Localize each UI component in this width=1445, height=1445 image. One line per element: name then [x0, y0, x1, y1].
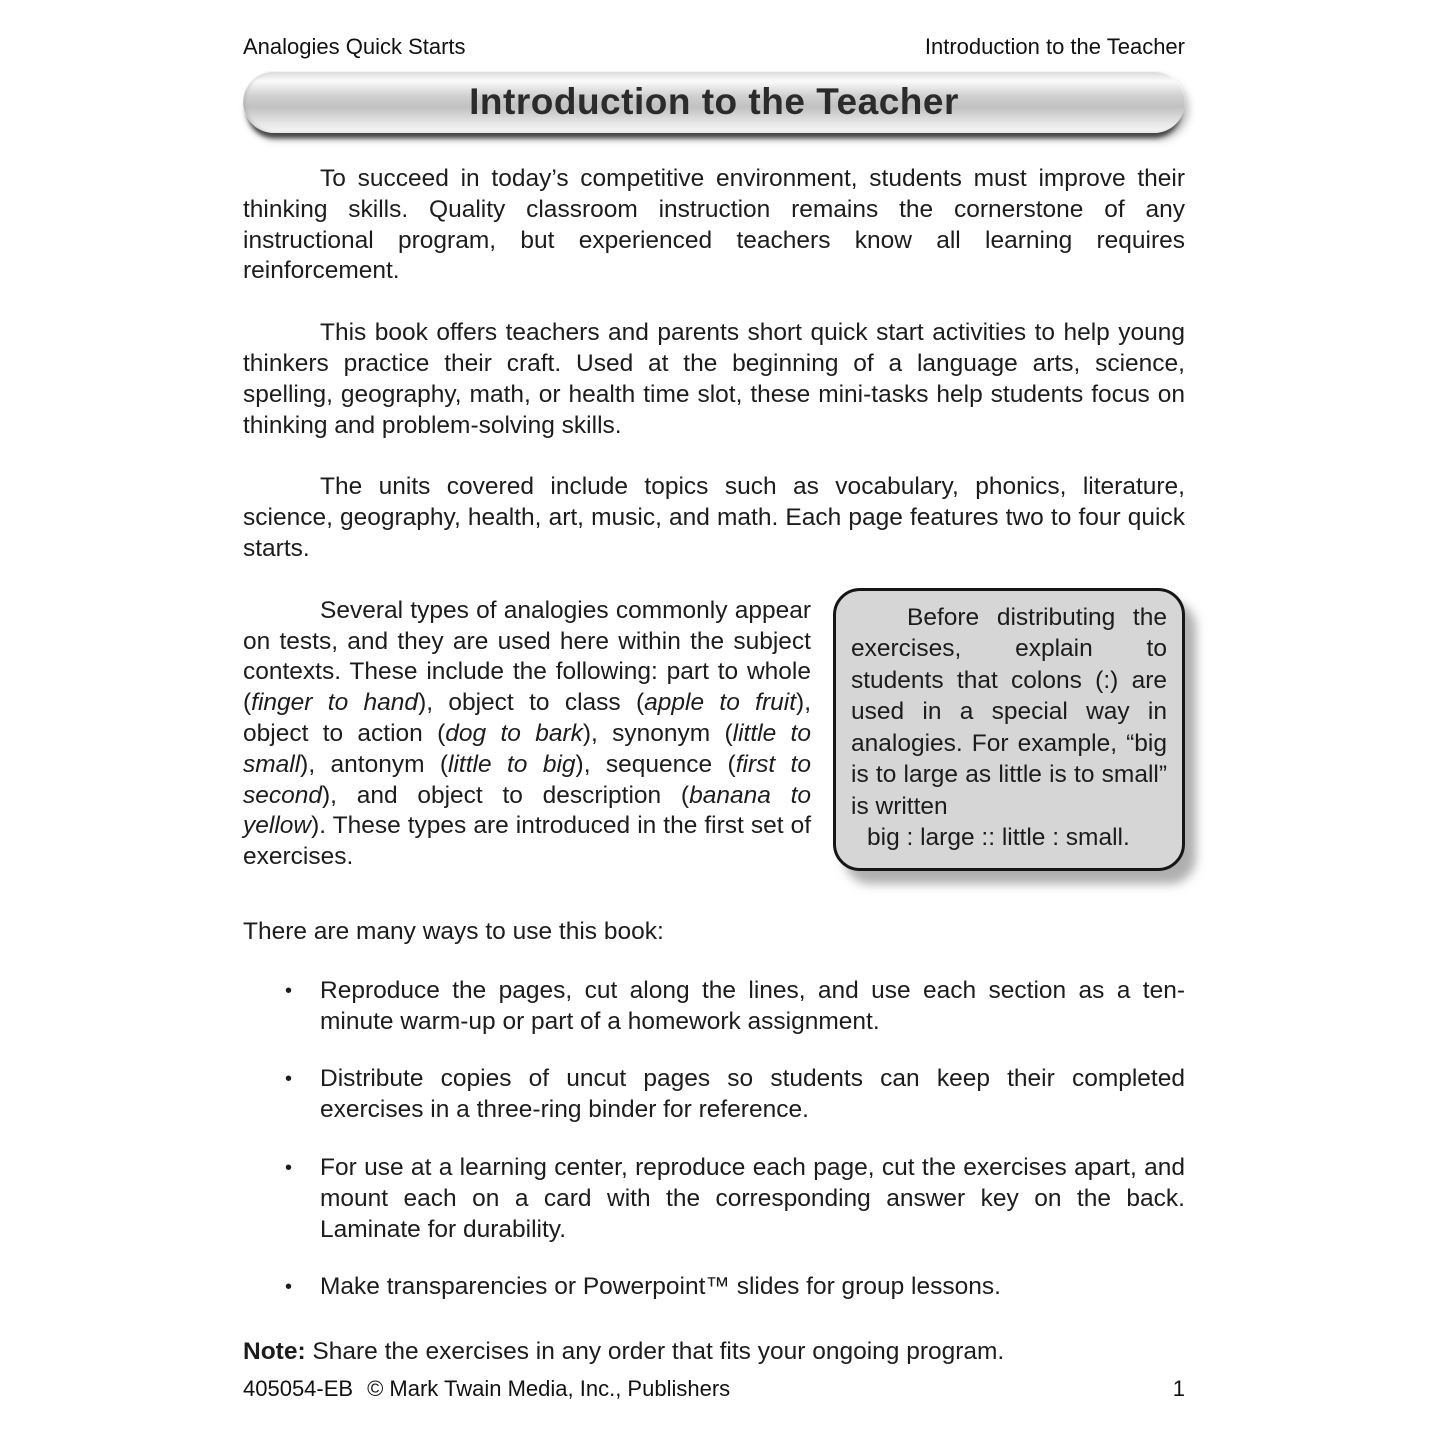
- footer-left: [243, 1376, 730, 1402]
- running-head-left: Analogies Quick Starts: [243, 34, 466, 59]
- list-item: [243, 1064, 1185, 1126]
- bullet-text: Make transparencies or Powerpoint™ slides for group lessons.: [320, 1273, 1001, 1301]
- bullet-icon: •: [285, 1276, 293, 1299]
- page-content: [243, 0, 1185, 1368]
- callout-body: Before distributing the exercises, explain to students that colons (:) are used in a special way in analogies. For example, “big is to large as little is to small” is written: [851, 603, 1167, 820]
- bullet-icon: •: [285, 979, 293, 1002]
- list-item: [243, 1153, 1185, 1245]
- note-text: Share the exercises in any order that fits your ongoing program.: [305, 1338, 1005, 1366]
- bullet-text: Reproduce the pages, cut along the lines, and use each section as a ten-minute warm-up or part of a homework assignment.: [320, 976, 1185, 1035]
- note-line: [243, 1337, 1185, 1368]
- usage-bullet-list: [243, 976, 1185, 1303]
- bullet-icon: •: [285, 1156, 293, 1179]
- running-head-right: Introduction to the Teacher: [924, 34, 1185, 59]
- paragraph-3: The units covered include topics such as vocabulary, phonics, literature, science, geography, health, art, music, and math. Each page features two to four quick starts.: [243, 473, 1185, 562]
- footer-page-number: 1: [1172, 1376, 1185, 1401]
- page-footer: [243, 1376, 1185, 1402]
- list-item: [243, 1272, 1185, 1303]
- note-label: Note:: [243, 1338, 306, 1366]
- page-title: Introduction to the Teacher: [469, 81, 959, 122]
- paragraph-4: Several types of analogies commonly appear on tests, and they are used here within the subject contexts. These include the following: part to whole (finger to hand), object to class (apple to fruit), object to action (dog to bark), synonym (little to small), antonym (little to big), sequence (first to second), and object to description (banana to yellow). These types are introduced in the first set of exercises.: [243, 596, 811, 871]
- bullet-icon: •: [285, 1068, 293, 1091]
- bullet-text: For use at a learning center, reproduce each page, cut the exercises apart, and mount each on a card with the corresponding answer key on the back. Laminate for durability.: [320, 1153, 1185, 1243]
- callout-formula: big : large :: little : small.: [867, 824, 1130, 852]
- paragraph-1: To succeed in today’s competitive environment, students must improve their thinking skills. Quality classroom instruction remains the cornerstone of any instructional program, but experienced teachers know all learning requires reinforcement.: [243, 165, 1185, 285]
- callout-box: [833, 588, 1185, 871]
- bullet-text: Distribute copies of uncut pages so students can keep their completed exercises in a three-ring binder for reference.: [320, 1065, 1185, 1124]
- paragraph-2: This book offers teachers and parents short quick start activities to help young thinkers practice their craft. Used at the beginning of a language arts, science, spelling, geography, math, or health time slot, these mini-tasks help students focus on thinking and problem-solving skills.: [243, 319, 1185, 439]
- ways-intro: There are many ways to use this book:: [243, 917, 664, 945]
- title-banner: [243, 71, 1185, 133]
- footer-copyright: © Mark Twain Media, Inc., Publishers: [367, 1376, 731, 1401]
- footer-product-code: 405054-EB: [243, 1376, 354, 1401]
- list-item: [243, 976, 1185, 1038]
- paragraph-4-section: [243, 596, 1185, 885]
- running-head: [243, 34, 1185, 60]
